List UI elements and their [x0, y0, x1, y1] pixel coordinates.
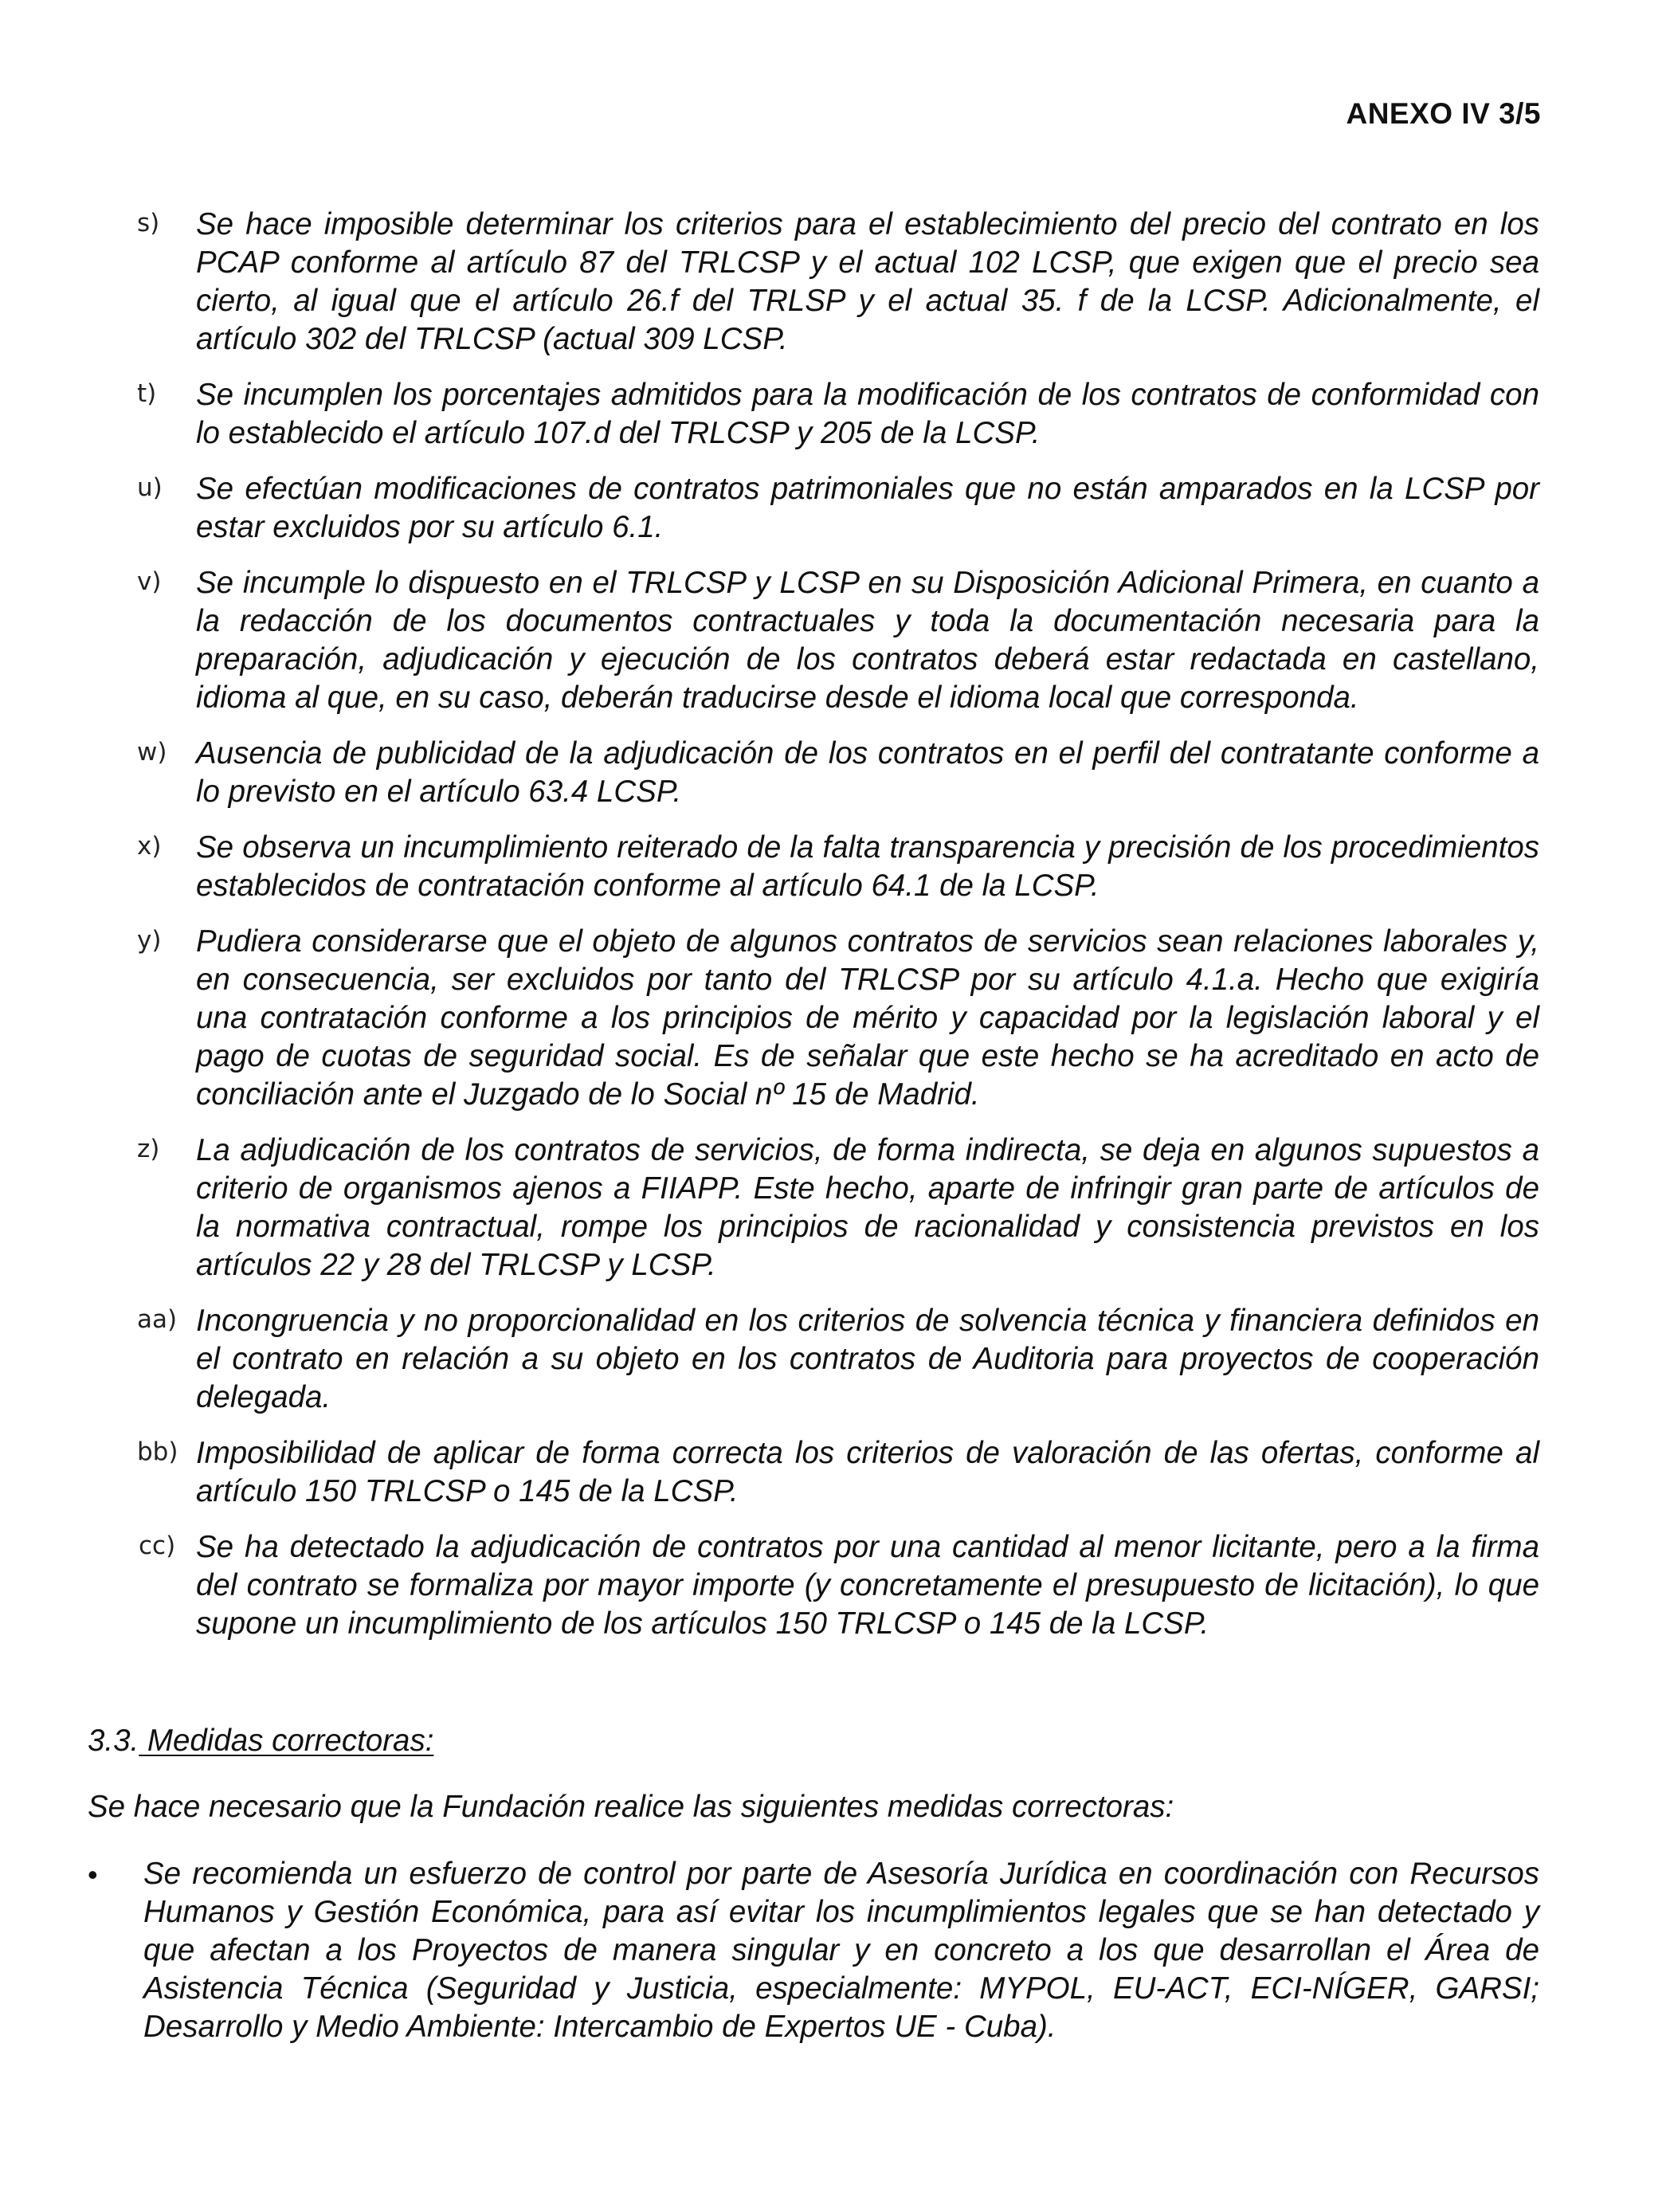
list-item-marker: x) [137, 832, 162, 861]
section-intro: Se hace necesario que la Fundación realice las siguientes medidas correctoras: [88, 1790, 1174, 1824]
list-item-text: Se incumplen los porcentajes admitidos para la modificación de los contratos de conformidad con lo establecido el artículo 107.d del TRLCSP y 205 de la LCSP. [196, 378, 1539, 450]
section-number: 3.3. [88, 1724, 139, 1758]
list-item-text: Se incumple lo dispuesto en el TRLCSP y LCSP en su Disposición Adicional Primera, en cuanto a la redacción de los documentos contractuales y toda la documentación necesaria para la preparación, adjudicación y ejecución de los contratos deberá estar redactada en castellano, idioma al que, en su caso, deberán traducirse desde el idioma local que corresponda. [196, 566, 1539, 715]
list-item [88, 206, 1539, 359]
list-item [88, 735, 1539, 811]
list-item [88, 1434, 1539, 1511]
list-item-text: La adjudicación de los contratos de servicios, de forma indirecta, se deja en algunos supuestos a criterio de organismos ajenos a FIIAPP. Este hecho, aparte de infringir gran parte de artículos de la normativa contractual, rompe los principios de racionalidad y consistencia previstos en los artículos 22 y 28 del TRLCSP y LCSP. [196, 1133, 1539, 1282]
list-item [88, 1302, 1539, 1417]
list-item-marker: aa) [137, 1305, 178, 1334]
section-title: Medidas correctoras: [139, 1724, 434, 1758]
section-heading [88, 1724, 433, 1759]
list-item [88, 923, 1539, 1114]
list-item [88, 376, 1539, 453]
list-item-marker: t) [137, 379, 157, 408]
list-item-marker: s) [137, 209, 160, 237]
list-item-marker: u) [137, 473, 163, 502]
recommendation-text: Se recomienda un esfuerzo de control por parte de Asesoría Jurídica en coordinación con Recursos Humanos y Gestión Económica, para así evitar los incumplimientos legales que se han detectado y que afectan a los Proyectos de manera singular y en concreto a los que desarrollan el Área de Asistencia Técnica (Seguridad y Justicia, especialmente: MYPOL, EU-ACT, ECI-NÍGER, GARSI; Desarrollo y Medio Ambiente: Intercambio de Expertos UE - Cuba). [143, 1857, 1539, 2044]
list-item-marker: y) [137, 926, 162, 955]
findings-list [88, 206, 1539, 1661]
list-item [88, 1528, 1539, 1643]
list-item-marker: z) [137, 1135, 160, 1163]
list-item-marker: w) [137, 738, 167, 767]
list-item-text: Incongruencia y no proporcionalidad en los criterios de solvencia técnica y financiera definidos en el contrato en relación a su objeto en los contratos de Auditoria para proyectos de cooperación delegada. [196, 1304, 1539, 1414]
list-item-marker: bb) [137, 1437, 178, 1466]
bullet-icon: • [88, 1858, 98, 1891]
list-item-marker: v) [137, 567, 162, 596]
list-item-text: Ausencia de publicidad de la adjudicación de los contratos en el perfil del contratante conforme a lo previsto en el artículo 63.4 LCSP. [196, 736, 1539, 809]
list-item-marker: cc) [139, 1532, 176, 1560]
list-item-text: Se efectúan modificaciones de contratos patrimoniales que no están amparados en la LCSP por estar excluidos por su artículo 6.1. [196, 472, 1539, 544]
list-item-text: Se ha detectado la adjudicación de contratos por una cantidad al menor licitante, pero a la firma del contrato se formaliza por mayor importe (y concretamente el presupuesto de licitación), lo que supone un incumplimiento de los artículos 150 TRLCSP o 145 de la LCSP. [196, 1530, 1539, 1641]
list-item [88, 1131, 1539, 1284]
list-item [88, 829, 1539, 905]
recommendation-bullet [88, 1855, 1539, 2046]
list-item-text: Pudiera considerarse que el objeto de algunos contratos de servicios sean relaciones laborales y, en consecuencia, ser excluidos por tanto del TRLCSP por su artículo 4.1.a. Hecho que exigiría una contratación conforme a los principios de mérito y capacidad por la legislación laboral y el pago de cuotas de seguridad social. Es de señalar que este hecho se ha acreditado en acto de conciliación ante el Juzgado de lo Social nº 15 de Madrid. [196, 924, 1539, 1112]
list-item-text: Se hace imposible determinar los criterios para el establecimiento del precio del contrato en los PCAP conforme al artículo 87 del TRLCSP y el actual 102 LCSP, que exigen que el precio sea cierto, al igual que el artículo 26.f del TRLSP y el actual 35. f de la LCSP. Adicionalmente, el artículo 302 del TRLCSP (actual 309 LCSP. [196, 207, 1539, 356]
page-header-title: ANEXO IV 3/5 [1346, 97, 1541, 130]
list-item-text: Se observa un incumplimiento reiterado de la falta transparencia y precisión de los procedimientos establecidos de contratación conforme al artículo 64.1 de la LCSP. [196, 830, 1539, 903]
list-item-text: Imposibilidad de aplicar de forma correcta los criterios de valoración de las ofertas, conforme al artículo 150 TRLCSP o 145 de la LCSP. [196, 1436, 1539, 1508]
list-item [88, 470, 1539, 547]
list-item [88, 564, 1539, 717]
